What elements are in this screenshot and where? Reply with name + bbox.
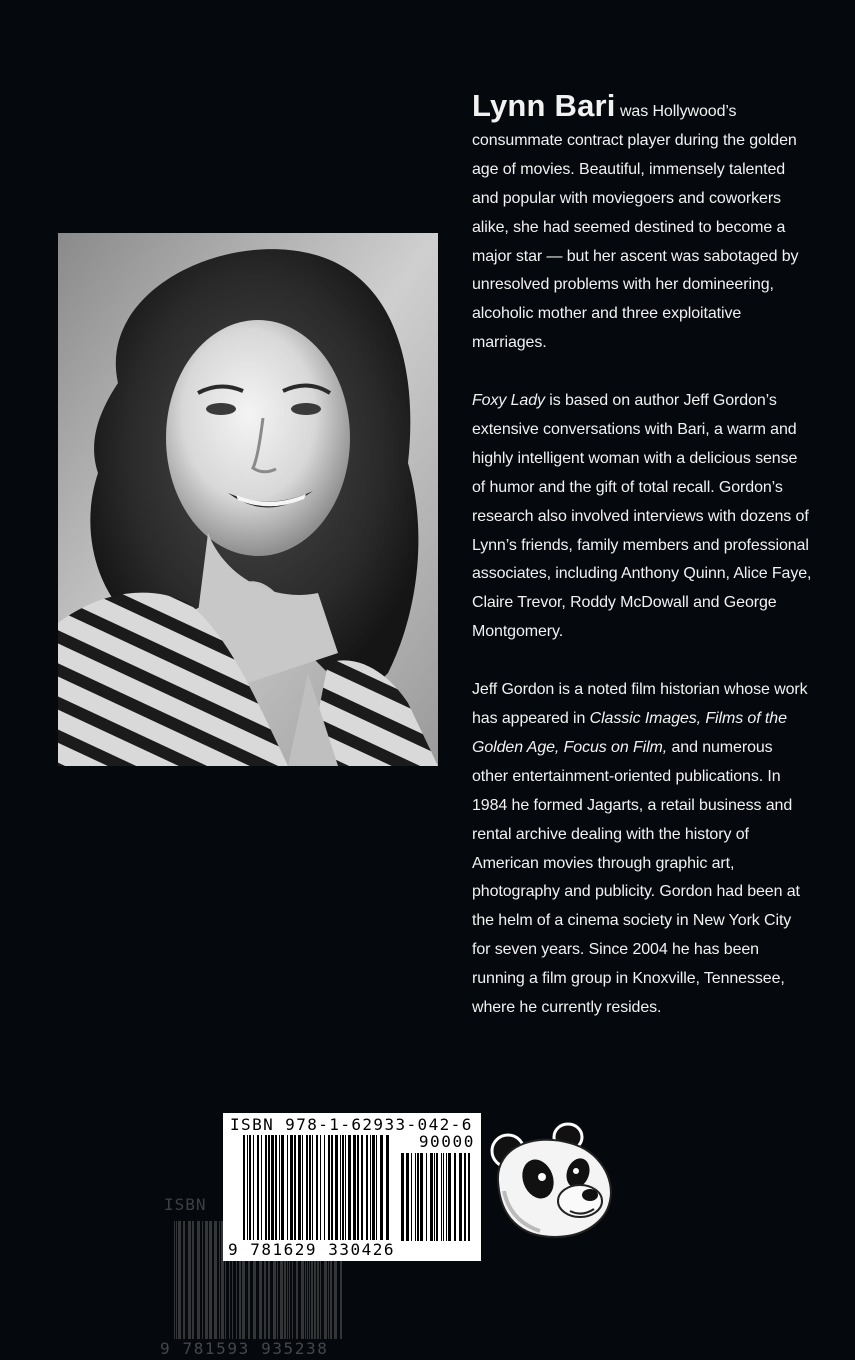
portrait-photo [58,233,438,766]
blurb-paragraph-1: Lynn Bari was Hollywood’s consummate contract player during the golden age of movies. Beautiful, immensely talented and popular with moviegoers and coworkers alike, she had seemed destined to become a major star — but her ascent was sabotaged by unresolved problems with her domineering, alcoholic mother and three exploitative marriages. [472,88,799,352]
subject-name: Lynn Bari [472,88,616,123]
price-code: 90000 [418,1132,475,1151]
barcode-bars [243,1135,393,1247]
isbn-barcode [223,1113,481,1261]
isbn-label: ISBN 978-1-62933-042-6 [230,1115,473,1134]
blurb-paragraph-2: Foxy Lady is based on author Jeff Gordon’s extensive conversations with Bari, a warm and highly intelligent woman with a delicious sense of humor and the gift of total recall. Gordon’s research also involved interviews with dozens of Lynn’s friends, family members and professional associates, including Anthony Quinn, Alice Faye, Claire Trevor, Roddy McDowall and George Montgomery. [472,392,812,641]
ghost-isbn-label: ISBN [164,1195,207,1214]
price-barcode-bars [401,1153,473,1241]
publication-list: Classic Images, Films of the Golden Age, Focus on Film, [472,710,787,756]
ghost-barcode-number: 9 781593 935238 [160,1339,329,1358]
back-cover-blurb [472,88,812,1052]
panda-head-icon [490,1121,616,1241]
barcode-number: 9 781629 330426 [228,1240,395,1259]
author-bio: Jeff Gordon is a noted film historian whose work has appeared in Classic Images, Films of the Golden Age, Focus on Film, and numerous other entertainment-oriented publications. In 1984 he formed Jagarts, a retail business and rental archive dealing with the history of American movies through graphic art, photography and publicity. Gordon had been at the helm of a cinema society in New York City for seven years. Since 2004 he has been running a film group in Knoxville, Tennessee, where he currently resides. [472,681,808,1017]
book-title: Foxy Lady [472,392,545,410]
